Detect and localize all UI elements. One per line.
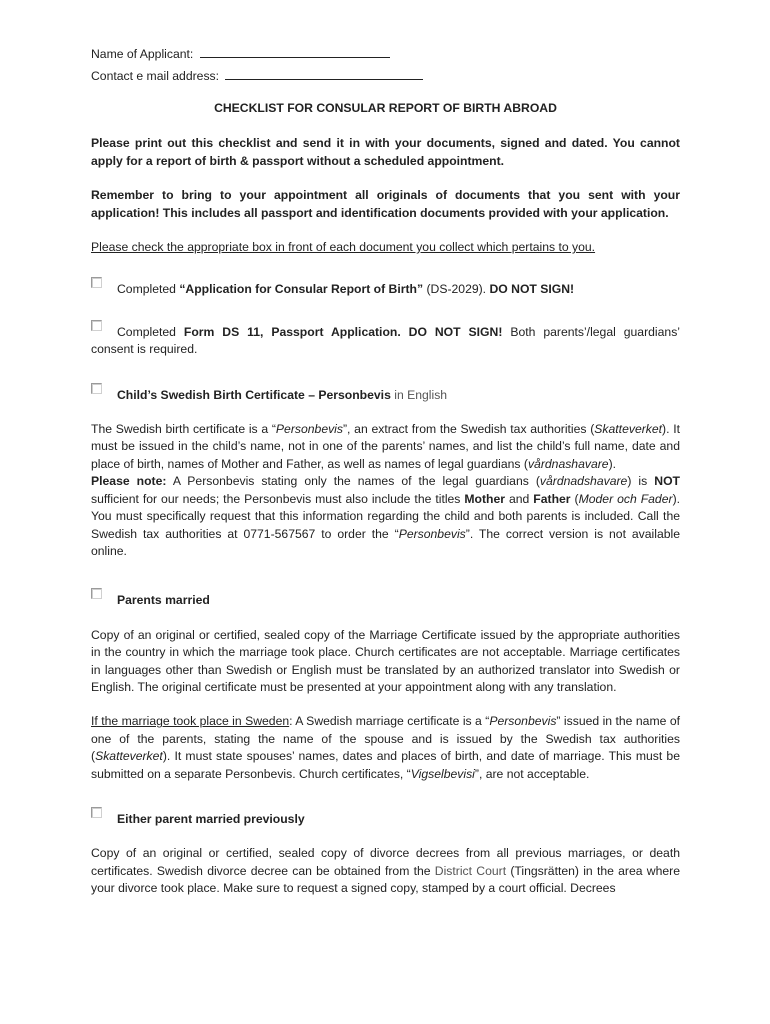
please-note-label: Please note: — [91, 474, 167, 489]
item-birth-certificate-title: Child’s Swedish Birth Certificate – Personbevis — [117, 387, 391, 402]
checklist-item-ds2029 — [91, 281, 680, 298]
item-ds2029-text — [91, 281, 680, 298]
checklist-item-birth-certificate — [91, 387, 680, 404]
contact-email-field[interactable] — [225, 66, 423, 80]
item-previous-marriage-title: Either parent married previously — [117, 811, 305, 826]
item-ds2029-mid: (DS-2029). — [423, 282, 490, 297]
sweden-marriage-heading: If the marriage took place in Sweden — [91, 714, 290, 729]
divorce-paragraph: Copy of an original or certified, sealed copy of divorce decrees from all previous marriages, or death certificates. Swedish divorce decree can be obtained from the District Court (Tingsrätten) in the area where your divorce took place. Make sure to request a signed copy, stamped by a court official. Decrees — [91, 846, 680, 896]
page-title: CHECKLIST FOR CONSULAR REPORT OF BIRTH ABROAD — [214, 101, 557, 115]
marriage-paragraph-2: If the marriage took place in Sweden: A Swedish marriage certificate is a “Personbevis” issued in the name of one of the parents, stating the name of the spouse and is issued by the Swedish tax authorities (Skatteverket). It must state spouses’ names, dates and places of birth, and date of marriage. This must be submitted on a separate Personbevis. Church certificates, “Vigselbevisi”, are not acceptable. — [91, 714, 680, 781]
checkbox-parents-married[interactable] — [91, 588, 102, 599]
applicant-name-field[interactable] — [200, 44, 390, 58]
applicant-name-row — [91, 44, 680, 62]
item-ds2029-pre: Completed — [117, 282, 180, 297]
item-ds11-pre: Completed — [117, 324, 184, 339]
item-ds2029-warning: DO NOT SIGN! — [489, 282, 575, 297]
contact-email-label: Contact e mail address: — [91, 69, 220, 83]
instruction-text: Please check the appropriate box in front of each document you collect which pertains to you. — [91, 240, 596, 255]
district-court-text: District Court — [434, 863, 507, 878]
checkbox-previous-marriage[interactable] — [91, 807, 102, 818]
checklist-item-previous-marriage — [91, 811, 680, 828]
checkbox-ds11[interactable] — [91, 320, 102, 331]
checklist-item-parents-married — [91, 592, 680, 609]
applicant-name-label: Name of Applicant: — [91, 47, 194, 61]
item-ds11-text — [91, 324, 680, 341]
document-page — [91, 44, 680, 898]
item-ds11-post: Both parents’/legal guardians’ — [502, 324, 680, 339]
item-ds11-line2: consent is required. — [91, 342, 198, 357]
intro-paragraph-2: Remember to bring to your appointment all originals of documents that you sent with your application! This includes all passport and identification documents provided with your application. — [91, 188, 680, 220]
marriage-paragraph-1: Copy of an original or certified, sealed copy of the Marriage Certificate issued by the appropriate authorities in the country in which the marriage took place. Church certificates are not acceptable. Marriage certificates in languages other than Swedish or English must be translated by an authorized translator into Swedish or English. The original certificate must be presented at your appointment along with any translation. — [91, 627, 680, 694]
checkbox-birth-certificate[interactable] — [91, 383, 102, 394]
checklist-item-ds11 — [91, 324, 680, 359]
item-birth-certificate-post: in English — [390, 387, 448, 402]
birth-certificate-paragraph: The Swedish birth certificate is a “Personbevis”, an extract from the Swedish tax authorities (Skatteverket). It must be issued in the child’s name, not in one of the parents’ names, and list the child’s full name, date and place of birth, names of Mother and Father, as well as names of legal guardians (vårdnashavare). Please note: A Personbevis stating only the names of the legal guardians (vårdnadshavare) is NOT sufficient for our needs; the Personbevis must also include the titles Mother and Father (Moder och Fader). You must specifically request that this information regarding the child and both parents is included. Call the Swedish tax authorities at 0771-567567 to order the “Personbevis”. The correct version is not available online. — [91, 422, 681, 558]
item-ds2029-title: “Application for Consular Report of Birth” — [179, 282, 424, 297]
contact-email-row — [91, 66, 680, 84]
checkbox-ds2029[interactable] — [91, 277, 102, 288]
intro-paragraph-1: Please print out this checklist and send it in with your documents, signed and dated. You cannot apply for a report of birth & passport without a scheduled appointment. — [91, 136, 680, 168]
item-ds11-title: Form DS 11, Passport Application. DO NOT SIGN! — [183, 324, 503, 339]
item-parents-married-title: Parents married — [117, 593, 210, 608]
item-birth-certificate-text — [91, 387, 680, 404]
